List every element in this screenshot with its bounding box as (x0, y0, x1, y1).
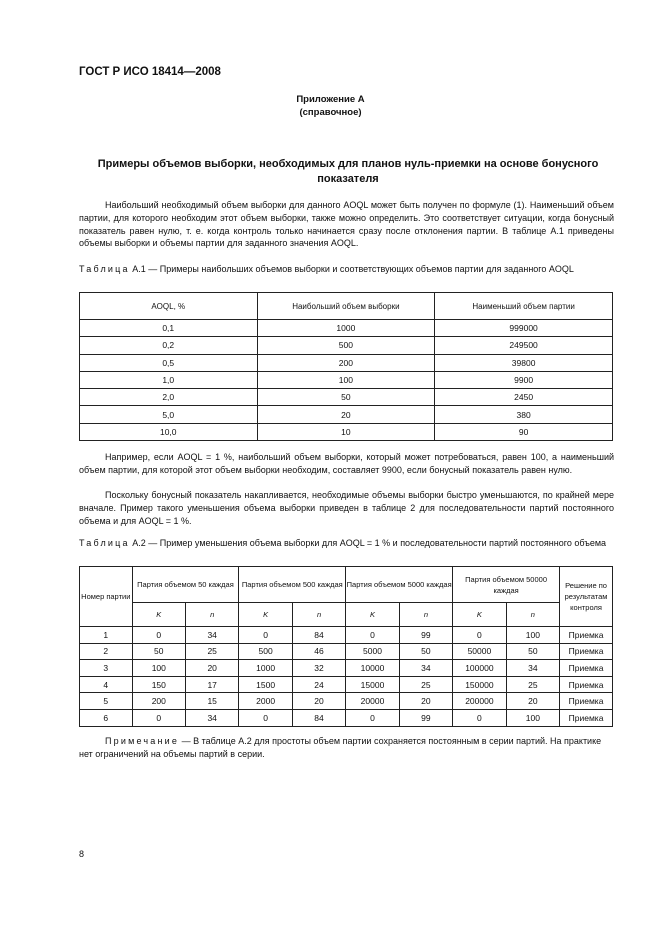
paragraph-bonus: Поскольку бонусный показатель накапливается, необходимые объемы выборки быстро уменьшаются, по крайней мере вначале. Пример такого уменьшения объема выборки приведен в таблице 2 для последовательности партий постоянного объема и для AOQL = 1 %. (79, 490, 614, 526)
table-cell: 50 (399, 643, 452, 660)
table-cell: 90 (435, 423, 613, 440)
table-cell: 20 (292, 693, 345, 710)
table1-caption-label: Таблица (79, 264, 130, 274)
table-cell: 0,1 (80, 320, 258, 337)
table-cell: 200 (132, 693, 185, 710)
table-cell: Приемка (560, 627, 613, 644)
table-cell: 2 (80, 643, 133, 660)
table-cell: 0,5 (80, 354, 258, 371)
table-cell: 46 (292, 643, 345, 660)
table-cell: 5,0 (80, 406, 258, 423)
table-cell: 15 (186, 693, 239, 710)
table-cell: 1000 (257, 320, 435, 337)
table-cell: 1 (80, 627, 133, 644)
table-cell: 10,0 (80, 423, 258, 440)
table2-group-500: Партия объемом 500 каждая (239, 567, 346, 603)
table-cell: 0 (132, 627, 185, 644)
table-cell: 5 (80, 693, 133, 710)
table-cell: 200 (257, 354, 435, 371)
table-cell: 34 (399, 660, 452, 677)
table-cell: 0,2 (80, 337, 258, 354)
paragraph-example: Например, если AOQL = 1 %, наибольший объем выборки, который может потребоваться, равен 100, а наименьший объем партии, для которой этот объем выборки необходим, составляет 9900, если бонусный показатель равен нулю. (79, 452, 614, 475)
table-cell: 15000 (346, 676, 400, 693)
table-cell: 0 (239, 709, 292, 726)
table-cell: 50 (506, 643, 559, 660)
table-cell: 2,0 (80, 389, 258, 406)
table-cell: 10 (257, 423, 435, 440)
table-cell: 32 (292, 660, 345, 677)
table-cell: 380 (435, 406, 613, 423)
table-cell: 1,0 (80, 371, 258, 388)
table-cell: 10000 (346, 660, 400, 677)
table-cell: Приемка (560, 643, 613, 660)
standard-header: ГОСТ Р ИСО 18414—2008 (79, 66, 221, 78)
table-row (80, 660, 613, 677)
table2-sub-n: n (292, 603, 345, 627)
table-cell: 1500 (239, 676, 292, 693)
table-cell: 500 (239, 643, 292, 660)
table-row (80, 371, 613, 388)
table-cell: 20 (186, 660, 239, 677)
table-cell: Приемка (560, 676, 613, 693)
table-cell: 50 (132, 643, 185, 660)
table-cell: 0 (132, 709, 185, 726)
table1-header-sample: Наибольший объем выборки (257, 293, 435, 320)
table-cell: 0 (453, 709, 507, 726)
table1-header-aoql: AOQL, % (80, 293, 258, 320)
table-cell: 100 (257, 371, 435, 388)
table2-sub-k: K (453, 603, 507, 627)
table-row (80, 627, 613, 644)
table-cell: 25 (506, 676, 559, 693)
table-cell: 25 (399, 676, 452, 693)
table-cell: 50 (257, 389, 435, 406)
table-row (80, 693, 613, 710)
table-cell: 24 (292, 676, 345, 693)
table-row (80, 320, 613, 337)
table-cell: 0 (346, 709, 400, 726)
table2-sub-n: n (506, 603, 559, 627)
table2-sub-k: K (346, 603, 400, 627)
table-cell: 100000 (453, 660, 507, 677)
table-cell: 150000 (453, 676, 507, 693)
table-row (80, 337, 613, 354)
table2-body (80, 627, 613, 727)
table-cell: 20 (257, 406, 435, 423)
table2-group-50: Партия объемом 50 каждая (132, 567, 239, 603)
table-cell: 0 (346, 627, 400, 644)
table-cell: 150 (132, 676, 185, 693)
table-cell: 25 (186, 643, 239, 660)
table2-header-number: Номер партии (80, 567, 133, 627)
table-cell: 34 (506, 660, 559, 677)
appendix-subtitle: (справочное) (299, 107, 362, 118)
table1-body (80, 320, 613, 441)
table-cell: 100 (506, 627, 559, 644)
table2-sub-k: K (132, 603, 185, 627)
table-cell: 9900 (435, 371, 613, 388)
note (79, 735, 614, 761)
table-cell: 84 (292, 709, 345, 726)
table-cell: 4 (80, 676, 133, 693)
note-text: — В таблице А.2 для простоты объем партии сохраняется постоянным в серии партий. На практике нет ограничений на объемы партий в серии. (79, 736, 602, 759)
table-cell: 1000 (239, 660, 292, 677)
table2-sub-k: K (239, 603, 292, 627)
appendix-title: Приложение А (296, 94, 365, 105)
table-cell: 20000 (346, 693, 400, 710)
table-row (80, 406, 613, 423)
table-cell: Приемка (560, 660, 613, 677)
table-row (80, 389, 613, 406)
table-cell: 0 (239, 627, 292, 644)
table2-group-50000: Партия объемом 50000 каждая (453, 567, 560, 603)
table-cell: 50000 (453, 643, 507, 660)
table1-caption (79, 263, 614, 275)
table-row (80, 423, 613, 440)
intro-paragraph: Наибольший необходимый объем выборки для данного AOQL может быть получен по формуле (1). Наименьший объем партии, для которого необходим этот объем выборки, также можно определить. Это соответствует ситуации, когда бонусный показатель равен нулю, т. е. когда контроль только начинается сразу после отклонения партии. В таблице А.1 приведены объемы выборки и объемы партии для заданного значения AOQL. (79, 200, 614, 249)
table1-caption-text: А.1 — Примеры наибольших объемов выборки и соответствующих объемов партии для заданного AOQL (132, 264, 574, 274)
table-cell: 34 (186, 627, 239, 644)
section-heading: Примеры объемов выборки, необходимых для планов нуль-приемки на основе бонусного показателя (97, 158, 599, 185)
table-cell: 17 (186, 676, 239, 693)
table2-caption (79, 537, 614, 549)
table-cell: 6 (80, 709, 133, 726)
table-cell: 500 (257, 337, 435, 354)
table-cell: 249500 (435, 337, 613, 354)
table1-header-lot: Наименьший объем партии (435, 293, 613, 320)
table-cell: 999000 (435, 320, 613, 337)
table-cell: 0 (453, 627, 507, 644)
table-cell: 3 (80, 660, 133, 677)
table-row (80, 643, 613, 660)
table-cell: 20 (399, 693, 452, 710)
table-a1 (79, 292, 613, 441)
table-cell: 34 (186, 709, 239, 726)
table-cell: 200000 (453, 693, 507, 710)
table-cell: 5000 (346, 643, 400, 660)
table-cell: 39800 (435, 354, 613, 371)
table-cell: 84 (292, 627, 345, 644)
table-cell: 2000 (239, 693, 292, 710)
table2-header-decision: Решение по результатам контроля (560, 567, 613, 627)
table-cell: 2450 (435, 389, 613, 406)
table2-caption-label: Таблица (79, 538, 130, 548)
table-row (80, 354, 613, 371)
note-label: Примечание (105, 736, 180, 746)
page-number: 8 (79, 849, 85, 859)
table2-caption-text: А.2 — Пример уменьшения объема выборки для AOQL = 1 % и последовательности партий постоянного объема (132, 538, 607, 548)
table-cell: 100 (132, 660, 185, 677)
table-cell: 99 (399, 709, 452, 726)
table-cell: 100 (506, 709, 559, 726)
table2-sub-n: n (399, 603, 452, 627)
table-cell: 99 (399, 627, 452, 644)
table2-sub-n: n (186, 603, 239, 627)
table-row (80, 676, 613, 693)
table2-group-5000: Партия объемом 5000 каждая (346, 567, 453, 603)
table-row (80, 709, 613, 726)
table-cell: Приемка (560, 693, 613, 710)
table-a2 (79, 566, 613, 727)
table-cell: Приемка (560, 709, 613, 726)
table-cell: 20 (506, 693, 559, 710)
